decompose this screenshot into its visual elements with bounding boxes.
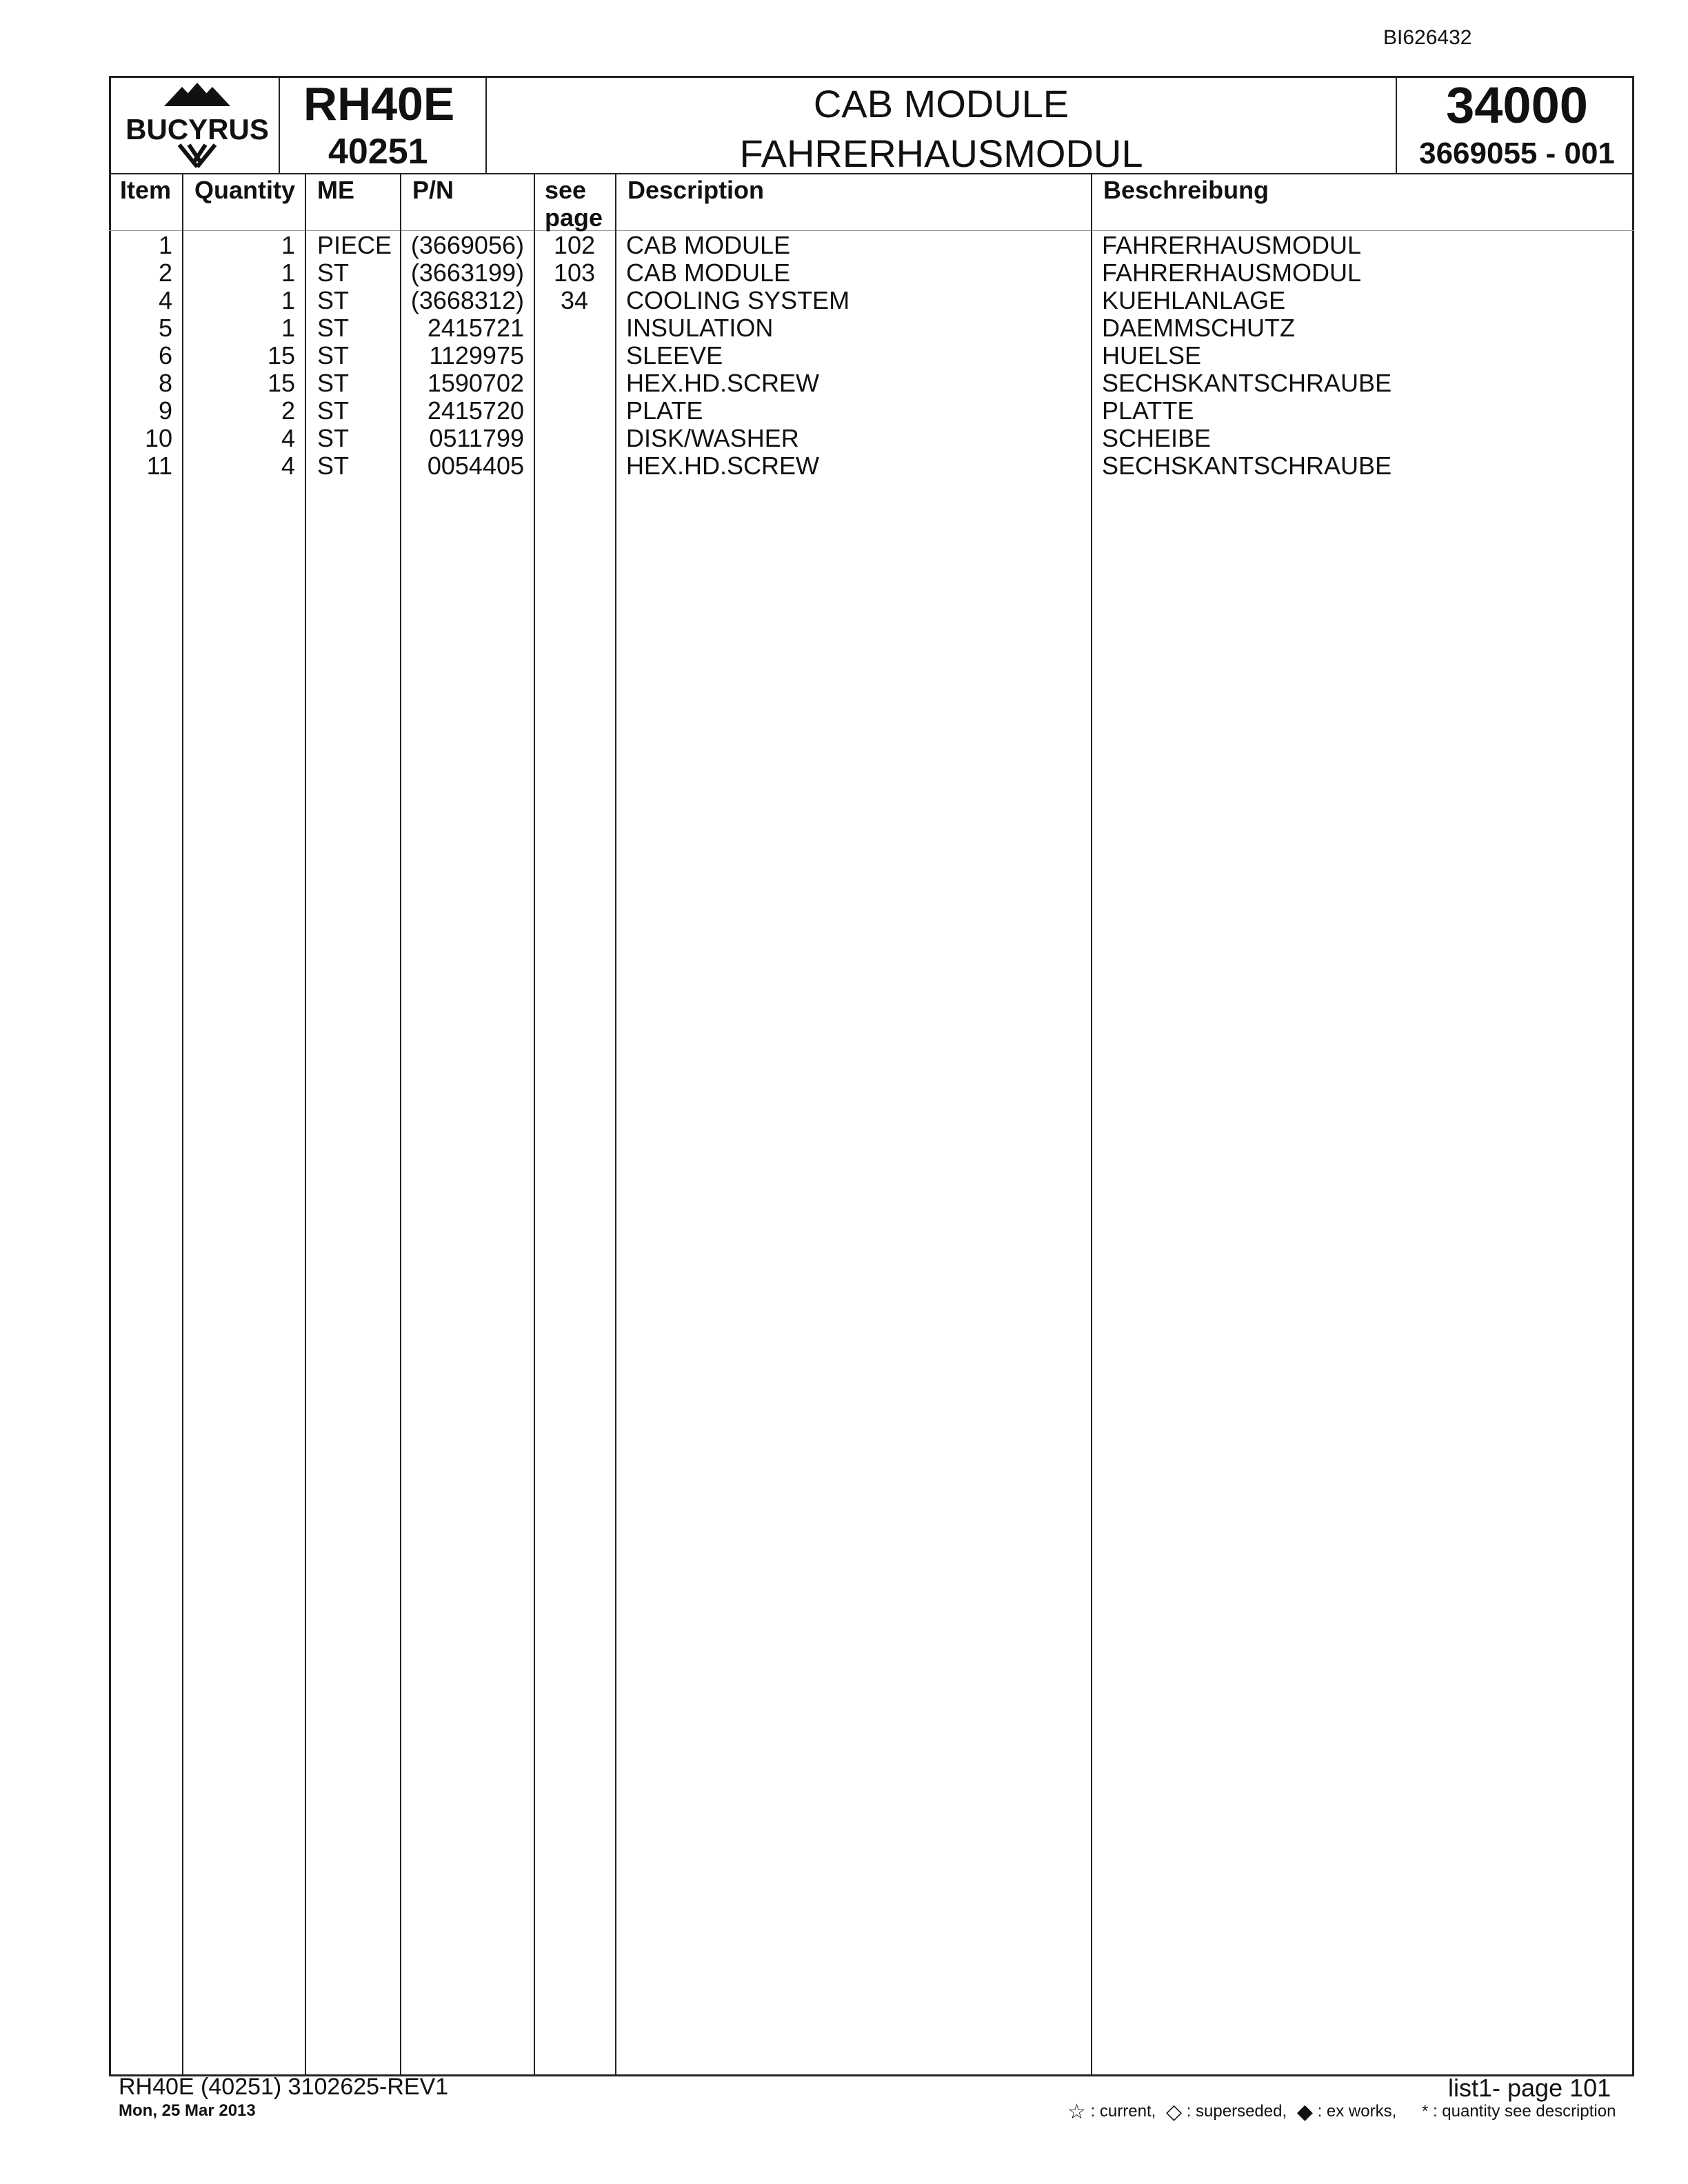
table-row bbox=[0, 342, 1688, 370]
cell-item: 6 bbox=[158, 341, 172, 370]
footer-page-number: list1- page 101 bbox=[1448, 2074, 1611, 2102]
footer-date: Mon, 25 Mar 2013 bbox=[119, 2101, 256, 2120]
cell-part-number: (3668312) bbox=[410, 286, 524, 314]
cell-item: 1 bbox=[158, 231, 172, 259]
legend-ex-works: : ex works, bbox=[1317, 2102, 1397, 2121]
diamond-outline-icon: ◇ bbox=[1165, 2101, 1183, 2123]
table-row bbox=[0, 397, 1688, 425]
symbol-legend bbox=[1067, 2100, 1616, 2124]
cell-see-page: 34 bbox=[560, 286, 589, 314]
cell-item: 9 bbox=[158, 396, 172, 425]
cell-me: ST bbox=[317, 314, 350, 342]
cell-item: 8 bbox=[158, 369, 172, 397]
cell-part-number: 0511799 bbox=[429, 424, 524, 452]
column-header-see: see bbox=[545, 176, 587, 204]
footer-document-reference: RH40E (40251) 3102625-REV1 bbox=[119, 2074, 449, 2100]
cell-quantity: 4 bbox=[281, 424, 295, 452]
cell-quantity: 1 bbox=[281, 231, 295, 259]
model-name: RH40E bbox=[303, 78, 455, 130]
cell-beschreibung: HUELSE bbox=[1102, 341, 1202, 370]
legend-current: : current, bbox=[1090, 2102, 1156, 2121]
cell-part-number: 1129975 bbox=[429, 341, 524, 370]
table-row bbox=[0, 452, 1688, 480]
document-id: BI626432 bbox=[1383, 26, 1472, 49]
star-outline-icon: ☆ bbox=[1067, 2101, 1086, 2123]
table-row bbox=[0, 287, 1688, 314]
column-header-item: Item bbox=[120, 176, 172, 204]
cell-item: 2 bbox=[158, 259, 172, 287]
cell-quantity: 1 bbox=[281, 314, 295, 342]
cell-see-page: 102 bbox=[553, 231, 596, 259]
cell-part-number: (3669056) bbox=[410, 231, 524, 259]
cell-quantity: 1 bbox=[281, 259, 295, 287]
cell-beschreibung: FAHRERHAUSMODUL bbox=[1102, 259, 1362, 287]
cell-beschreibung: SECHSKANTSCHRAUBE bbox=[1102, 452, 1392, 480]
logo-lettering: BUCYRUS bbox=[125, 113, 269, 145]
cell-beschreibung: SCHEIBE bbox=[1102, 424, 1212, 452]
header-divider bbox=[279, 76, 280, 174]
cell-me: ST bbox=[317, 424, 350, 452]
cell-see-page: 103 bbox=[553, 259, 596, 287]
cell-quantity: 15 bbox=[267, 369, 295, 397]
group-number: 34000 bbox=[1446, 77, 1588, 134]
table-row bbox=[0, 314, 1688, 342]
cell-me: ST bbox=[317, 452, 350, 480]
cell-me: ST bbox=[317, 396, 350, 425]
cell-beschreibung: KUEHLANLAGE bbox=[1102, 286, 1286, 314]
cell-description: DISK/WASHER bbox=[626, 424, 799, 452]
legend-quantity: * : quantity see description bbox=[1421, 2102, 1616, 2121]
cell-description: HEX.HD.SCREW bbox=[626, 369, 820, 397]
cell-description: INSULATION bbox=[626, 314, 774, 342]
model-number: 40251 bbox=[328, 132, 428, 172]
cell-me: ST bbox=[317, 369, 350, 397]
title-english: CAB MODULE bbox=[813, 82, 1069, 125]
cell-beschreibung: PLATTE bbox=[1102, 396, 1194, 425]
legend-superseded: : superseded, bbox=[1186, 2102, 1287, 2121]
cell-description: CAB MODULE bbox=[626, 231, 791, 259]
header-divider bbox=[1396, 76, 1397, 174]
column-header-me: ME bbox=[317, 176, 354, 204]
cell-beschreibung: FAHRERHAUSMODUL bbox=[1102, 231, 1362, 259]
column-header-quantity: Quantity bbox=[194, 176, 296, 204]
cell-part-number: 1590702 bbox=[427, 369, 524, 397]
cell-description: COOLING SYSTEM bbox=[626, 286, 850, 314]
cell-part-number: 2415721 bbox=[427, 314, 524, 342]
drawing-number: 3669055 - 001 bbox=[1419, 136, 1615, 170]
cell-item: 10 bbox=[144, 424, 172, 452]
cell-part-number: 2415720 bbox=[427, 396, 524, 425]
column-header-beschreibung: Beschreibung bbox=[1103, 176, 1269, 204]
table-row bbox=[0, 259, 1688, 287]
cell-beschreibung: DAEMMSCHUTZ bbox=[1102, 314, 1295, 342]
cell-description: PLATE bbox=[626, 396, 703, 425]
bucyrus-logo bbox=[116, 79, 279, 172]
table-row bbox=[0, 232, 1688, 259]
cell-part-number: (3663199) bbox=[410, 259, 524, 287]
cell-description: HEX.HD.SCREW bbox=[626, 452, 820, 480]
cell-me: ST bbox=[317, 341, 350, 370]
cell-item: 5 bbox=[158, 314, 172, 342]
cell-me: ST bbox=[317, 259, 350, 287]
cell-quantity: 2 bbox=[281, 396, 295, 425]
cell-quantity: 4 bbox=[281, 452, 295, 480]
cell-part-number: 0054405 bbox=[427, 452, 524, 480]
cell-item: 4 bbox=[158, 286, 172, 314]
column-header-page: page bbox=[545, 203, 603, 232]
table-row bbox=[0, 370, 1688, 397]
cell-me: ST bbox=[317, 286, 350, 314]
diamond-filled-icon: ◆ bbox=[1296, 2101, 1313, 2123]
title-german: FAHRERHAUSMODUL bbox=[739, 132, 1143, 175]
cell-item: 11 bbox=[146, 452, 172, 480]
column-header-description: Description bbox=[627, 176, 765, 204]
cell-me: PIECE bbox=[317, 231, 392, 259]
cell-beschreibung: SECHSKANTSCHRAUBE bbox=[1102, 369, 1392, 397]
cell-description: CAB MODULE bbox=[626, 259, 791, 287]
header-divider bbox=[485, 76, 487, 174]
cell-quantity: 15 bbox=[267, 341, 295, 370]
cell-description: SLEEVE bbox=[626, 341, 723, 370]
column-header-pn: P/N bbox=[412, 176, 454, 204]
table-row bbox=[0, 425, 1688, 452]
cell-quantity: 1 bbox=[281, 286, 295, 314]
